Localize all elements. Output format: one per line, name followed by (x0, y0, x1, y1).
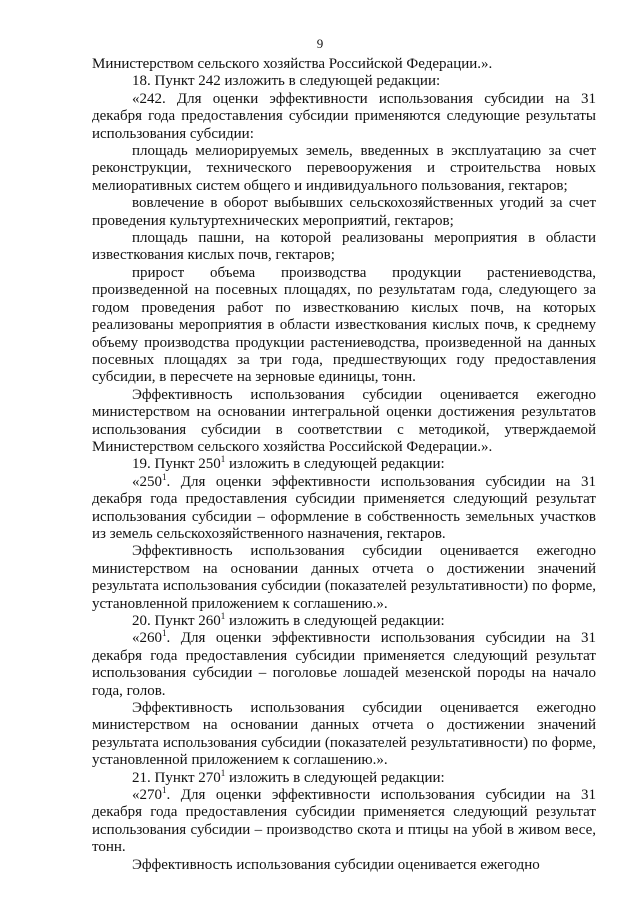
paragraph-text: изложить в следующей редакции: (225, 613, 445, 629)
paragraph-text: изложить в следующей редакции: (225, 456, 445, 473)
paragraph-text: «250 (132, 473, 162, 490)
paragraph-text: . Для оценки эффективности использования субсидии на 31 декабря года предоставления субсидии применяется следующий результат использования субсидии – оформление в собственность земельных участков из земель сельскохозяйственного назначения, гектаров. (92, 473, 596, 542)
paragraph: Министерством сельского хозяйства Российской Федерации.». (92, 56, 493, 72)
paragraph-text: . Для оценки эффективности использования субсидии на 31 декабря года предоставления субсидии применяется следующий результат использования субсидии – производство скота и птицы на убой в живом весе, тонн. (92, 787, 596, 856)
paragraph: Эффективность использования субсидии оценивается ежегодно министерством на основании данных отчета о достижении значений результата использования субсидии (показателей результативности) по форме, установленной приложением к соглашению.». (92, 543, 596, 612)
paragraph-text: «260 (132, 630, 162, 647)
document-body (92, 56, 596, 874)
superscript: 1 (162, 471, 167, 482)
superscript: 1 (220, 767, 226, 778)
paragraph-text: 21. Пункт 270 (132, 769, 221, 786)
paragraph: «242. Для оценки эффективности использования субсидии на 31 декабря года предоставления субсидии применяются следующие результаты использования субсидии: (92, 90, 596, 142)
paragraph: Эффективность использования субсидии оценивается ежегодно (132, 856, 540, 873)
paragraph: Эффективность использования субсидии оценивается ежегодно министерством на основании интегральной оценки достижения результатов использования субсидии в соответствии с методикой, утверждаемой Министерством сельского хозяйства Российской Федерации.». (92, 386, 596, 455)
paragraph-text: 19. Пункт 250 (132, 456, 221, 473)
paragraph: вовлечение в оборот выбывших сельскохозяйственных угодий за счет проведения культуртехнических мероприятий, гектаров; (92, 195, 596, 229)
paragraph: площадь мелиорируемых земель, введенных в эксплуатацию за счет реконструкции, технического перевооружения и строительства новых мелиоративных систем общего и индивидуального пользования, гектаров; (92, 143, 596, 194)
superscript: 1 (220, 454, 226, 465)
paragraph (92, 767, 596, 787)
paragraph-text: изложить в следующей редакции: (225, 769, 445, 786)
paragraph (92, 787, 596, 857)
superscript: 1 (220, 611, 226, 621)
paragraph-text: 20. Пункт 260 (132, 613, 221, 629)
paragraph: площадь пашни, на которой реализованы мероприятия в области известкования кислых почв, гектаров; (92, 230, 596, 264)
paragraph-text: . Для оценки эффективности использования субсидии на 31 декабря года предоставления субсидии применяется следующий результат использования субсидии – поголовье лошадей мезенской породы на начало года, голов. (92, 630, 596, 699)
paragraph: 18. Пункт 242 изложить в следующей редакции: (132, 73, 441, 90)
page-number: 9 (316, 36, 324, 51)
superscript: 1 (162, 785, 167, 796)
paragraph (92, 456, 596, 473)
paragraph (92, 613, 596, 630)
paragraph (92, 630, 596, 700)
paragraph: Эффективность использования субсидии оценивается ежегодно министерством на основании данных отчета о достижении значений результата использования субсидии (показателей результативности) по форме, установленной приложением к соглашению.». (92, 700, 596, 769)
paragraph: прирост объема производства продукции растениеводства, произведенной на посевных площадях, по результатам года, следующего за годом проведения работ по известкованию кислых почв, на которых реализованы мероприятия в области известкования кислых почв, к среднему объему производства продукции растениеводства, произведенной на данных посевных площадях за три года, предшествующих году предоставления субсидии, в пересчете на зерновые единицы, тонн. (92, 264, 596, 386)
superscript: 1 (162, 628, 167, 639)
paragraph (92, 471, 596, 544)
paragraph-text: «270 (132, 787, 162, 804)
